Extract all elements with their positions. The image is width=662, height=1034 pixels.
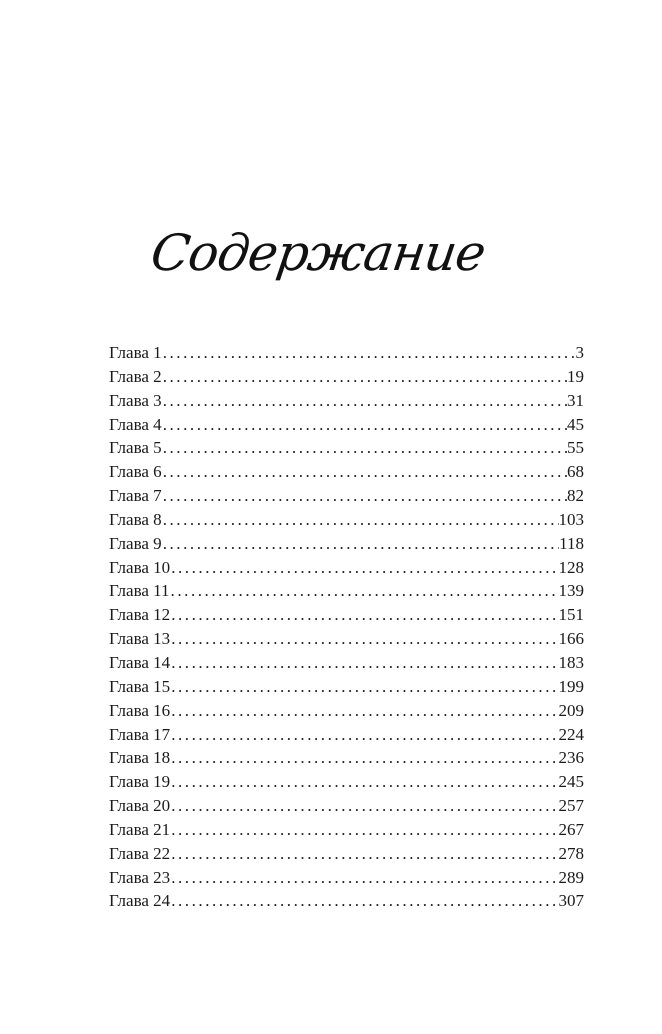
- chapter-label: Глава 21: [109, 819, 171, 839]
- dot-leader: [170, 770, 558, 794]
- dot-leader: [162, 365, 567, 389]
- toc-entry: [109, 651, 584, 675]
- dot-leader: [170, 842, 558, 866]
- chapter-label: Глава 1: [109, 343, 162, 362]
- dot-leader: [170, 651, 558, 675]
- toc-entry: [109, 556, 584, 580]
- page-number: 224: [558, 724, 584, 744]
- page-number: 236: [558, 748, 584, 768]
- chapter-label: Глава 17: [109, 724, 171, 744]
- toc-entry: [109, 532, 584, 556]
- page-number: 257: [558, 796, 584, 816]
- dot-leader: [170, 675, 558, 699]
- chapter-label: Глава 12: [109, 605, 171, 625]
- chapter-label: Глава 11: [109, 581, 170, 601]
- dot-leader: [170, 866, 558, 890]
- page-number: 307: [558, 891, 584, 911]
- chapter-label: Глава 9: [109, 533, 162, 553]
- page-number: 82: [567, 486, 584, 506]
- toc-entry: [109, 842, 584, 866]
- dot-leader: [162, 413, 567, 437]
- toc-entry: [109, 889, 584, 913]
- chapter-label: Глава 2: [109, 366, 162, 386]
- chapter-label: Глава 22: [109, 843, 171, 863]
- toc-entry: [109, 699, 584, 723]
- chapter-label: Глава 14: [109, 652, 171, 672]
- page-number: 68: [567, 462, 584, 482]
- page-number: 55: [567, 438, 584, 458]
- dot-leader: [162, 460, 567, 484]
- toc-entry: [109, 436, 584, 460]
- dot-leader: [170, 603, 558, 627]
- page-number: 199: [558, 676, 584, 696]
- page-number: 139: [558, 581, 584, 601]
- page-number: 103: [558, 509, 584, 529]
- toc-entry: [109, 794, 584, 818]
- dot-leader: [170, 889, 558, 913]
- dot-leader: [162, 508, 559, 532]
- page-number: 118: [559, 533, 584, 553]
- page-number: 31: [567, 390, 584, 410]
- chapter-label: Глава 8: [109, 509, 162, 529]
- chapter-label: Глава 13: [109, 629, 171, 649]
- page-number: 183: [558, 652, 584, 672]
- chapter-label: Глава 6: [109, 462, 162, 482]
- toc-entry: [109, 818, 584, 842]
- toc-entry: [109, 770, 584, 794]
- toc-entry: [109, 365, 584, 389]
- page-number: 166: [558, 629, 584, 649]
- dot-leader: [170, 627, 558, 651]
- page-number: 209: [558, 700, 584, 720]
- chapter-label: Глава 10: [109, 557, 171, 577]
- page-number: 3: [575, 343, 584, 362]
- dot-leader: [170, 794, 558, 818]
- toc-entry: [109, 723, 584, 747]
- toc-entry: [109, 460, 584, 484]
- chapter-label: Глава 15: [109, 676, 171, 696]
- page-number: 19: [567, 366, 584, 386]
- dot-leader: [170, 699, 558, 723]
- page-number: 289: [558, 867, 584, 887]
- toc-entry: [109, 746, 584, 770]
- toc-entry: [109, 508, 584, 532]
- chapter-label: Глава 18: [109, 748, 171, 768]
- dot-leader: [170, 556, 558, 580]
- dot-leader: [170, 746, 558, 770]
- toc-entry: [109, 866, 584, 890]
- page-number: 267: [558, 819, 584, 839]
- chapter-label: Глава 3: [109, 390, 162, 410]
- chapter-label: Глава 4: [109, 414, 162, 434]
- toc-entry: [109, 603, 584, 627]
- toc-entry: [109, 341, 584, 365]
- chapter-label: Глава 19: [109, 772, 171, 792]
- toc-title: Содержание: [147, 224, 489, 282]
- toc-list: [109, 341, 584, 913]
- dot-leader: [162, 436, 567, 460]
- chapter-label: Глава 5: [109, 438, 162, 458]
- chapter-label: Глава 7: [109, 486, 162, 506]
- dot-leader: [162, 389, 567, 413]
- toc-entry: [109, 389, 584, 413]
- toc-entry: [109, 484, 584, 508]
- toc-entry: [109, 413, 584, 437]
- page-number: 45: [567, 414, 584, 434]
- dot-leader: [162, 341, 576, 365]
- toc-entry: [109, 579, 584, 603]
- dot-leader: [162, 484, 567, 508]
- chapter-label: Глава 16: [109, 700, 171, 720]
- toc-entry: [109, 627, 584, 651]
- page-number: 151: [558, 605, 584, 625]
- toc-entry: [109, 675, 584, 699]
- chapter-label: Глава 23: [109, 867, 171, 887]
- page-number: 245: [558, 772, 584, 792]
- chapter-label: Глава 20: [109, 796, 171, 816]
- dot-leader: [170, 818, 558, 842]
- dot-leader: [170, 579, 559, 603]
- page-number: 128: [558, 557, 584, 577]
- dot-leader: [170, 723, 558, 747]
- chapter-label: Глава 24: [109, 891, 171, 911]
- page-number: 278: [558, 843, 584, 863]
- dot-leader: [162, 532, 559, 556]
